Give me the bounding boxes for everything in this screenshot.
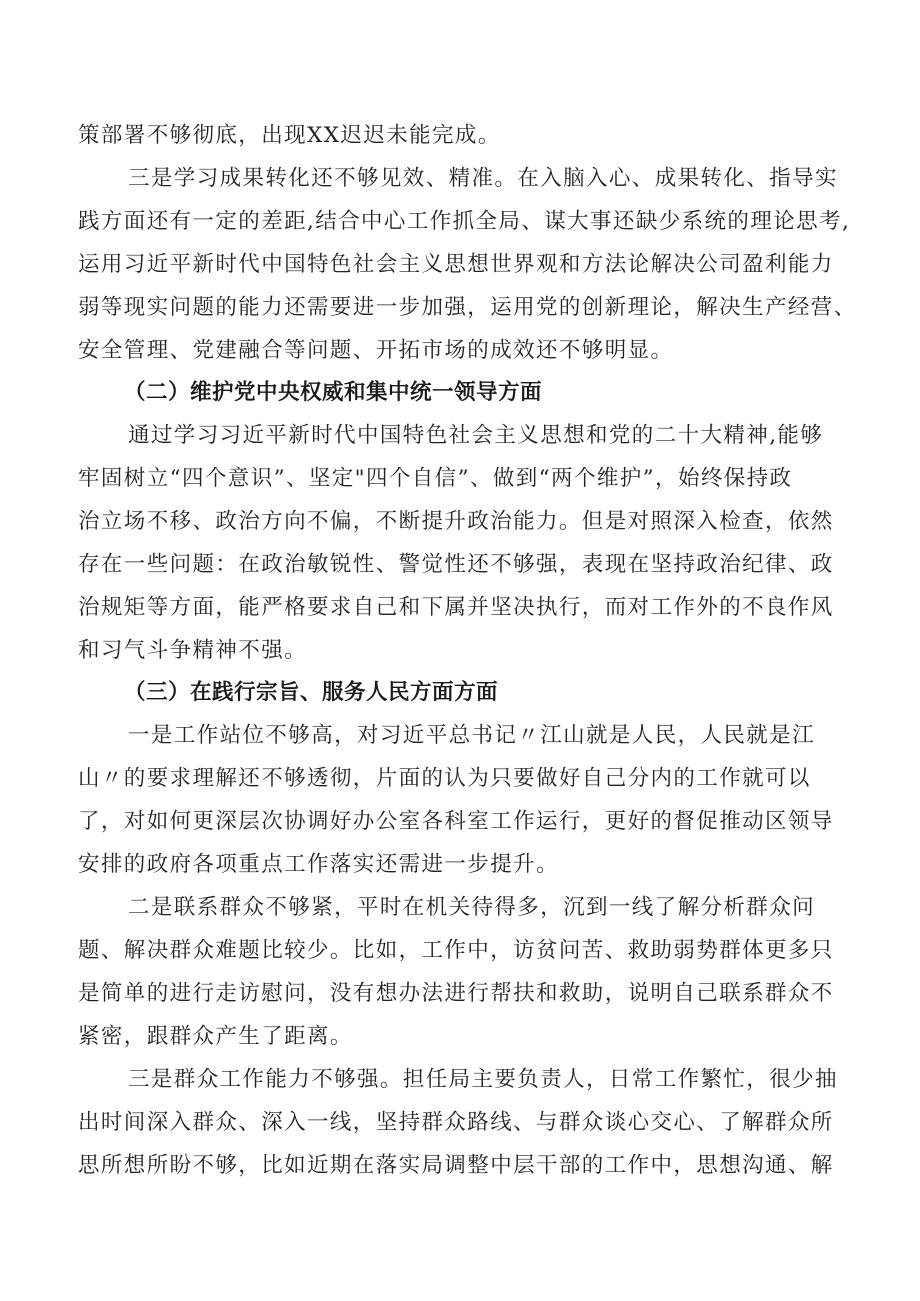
paragraph-line: 二是联系群众不够紧，平时在机关待得多，沉到一线了解分析群众问	[128, 895, 816, 920]
section-heading-3: （三）在践行宗旨、服务人民方面方面	[124, 680, 499, 705]
paragraph-line: 牢固树立“四个意识”、坚定"四个自信”、做到“两个维护”，始终保持政	[78, 466, 793, 491]
paragraph-line: 三是群众工作能力不够强。担任局主要负责人，日常工作繁忙，很少抽	[128, 1067, 838, 1092]
paragraph-line: 山〃的要求理解还不够透彻，片面的认为只要做好自己分内的工作就可以	[78, 766, 811, 791]
paragraph-line: 三是学习成果转化还不够见效、精准。在入脑入心、成果转化、指导实	[128, 166, 838, 191]
paragraph-line: 安排的政府各项重点工作落实还需进一步提升。	[78, 852, 559, 877]
paragraph-line: 题、解决群众难题比较少。比如，工作中，访贫问苦、救助弱势群体更多只	[78, 938, 834, 963]
paragraph-line: 思所想所盼不够，比如近期在落实局调整中层干部的工作中，思想沟通、解	[78, 1153, 834, 1178]
paragraph-line: 一是工作站位不够高，对习近平总书记〃江山就是人民，人民就是江	[128, 723, 816, 748]
paragraph-continuation-line: 策部署不够彻底，出现XX迟迟未能完成。	[78, 123, 501, 148]
paragraph-line: 弱等现实问题的能力还需要进一步加强，运用党的创新理论，解决生产经营、	[78, 295, 857, 320]
paragraph-line: 和习气斗争精神不强。	[78, 638, 308, 663]
paragraph-line: 存在一些问题：在政治敏锐性、警觉性还不够强，表现在坚持政治纪律、政	[78, 552, 834, 577]
paragraph-line: 紧密，跟群众产生了距离。	[78, 1024, 353, 1049]
paragraph-line: 了，对如何更深层次协调好办公室各科室工作运行，更好的督促推动区领导	[78, 809, 834, 834]
paragraph-line: 运用习近平新时代中国特色社会主义思想世界观和方法论解决公司盈利能力	[78, 252, 834, 277]
paragraph-line: 治规矩等方面，能严格要求自己和下属并坚决执行，而对工作外的不良作风	[78, 595, 834, 620]
paragraph-line: 践方面还有一定的差距,结合中心工作抓全局、谋大事还缺少系统的理论思考,	[78, 209, 851, 234]
paragraph-line: 通过学习习近平新时代中国特色社会主义思想和党的二十大精神,能够	[128, 423, 824, 448]
paragraph-line: 安全管理、党建融合等问题、开拓市场的成效还不够明显。	[78, 338, 674, 363]
paragraph-line: 是简单的进行走访慰问，没有想办法进行帮扶和救助，说明自己联系群众不	[78, 981, 834, 1006]
section-heading-2: （二）维护党中央权威和集中统一领导方面	[124, 380, 543, 405]
paragraph-line: 治立场不移、政治方向不偏，不断提升政治能力。但是对照深入检查，依然	[78, 509, 834, 534]
paragraph-line: 出时间深入群众、深入一线，坚持群众路线、与群众谈心交心、了解群众所	[78, 1110, 834, 1135]
